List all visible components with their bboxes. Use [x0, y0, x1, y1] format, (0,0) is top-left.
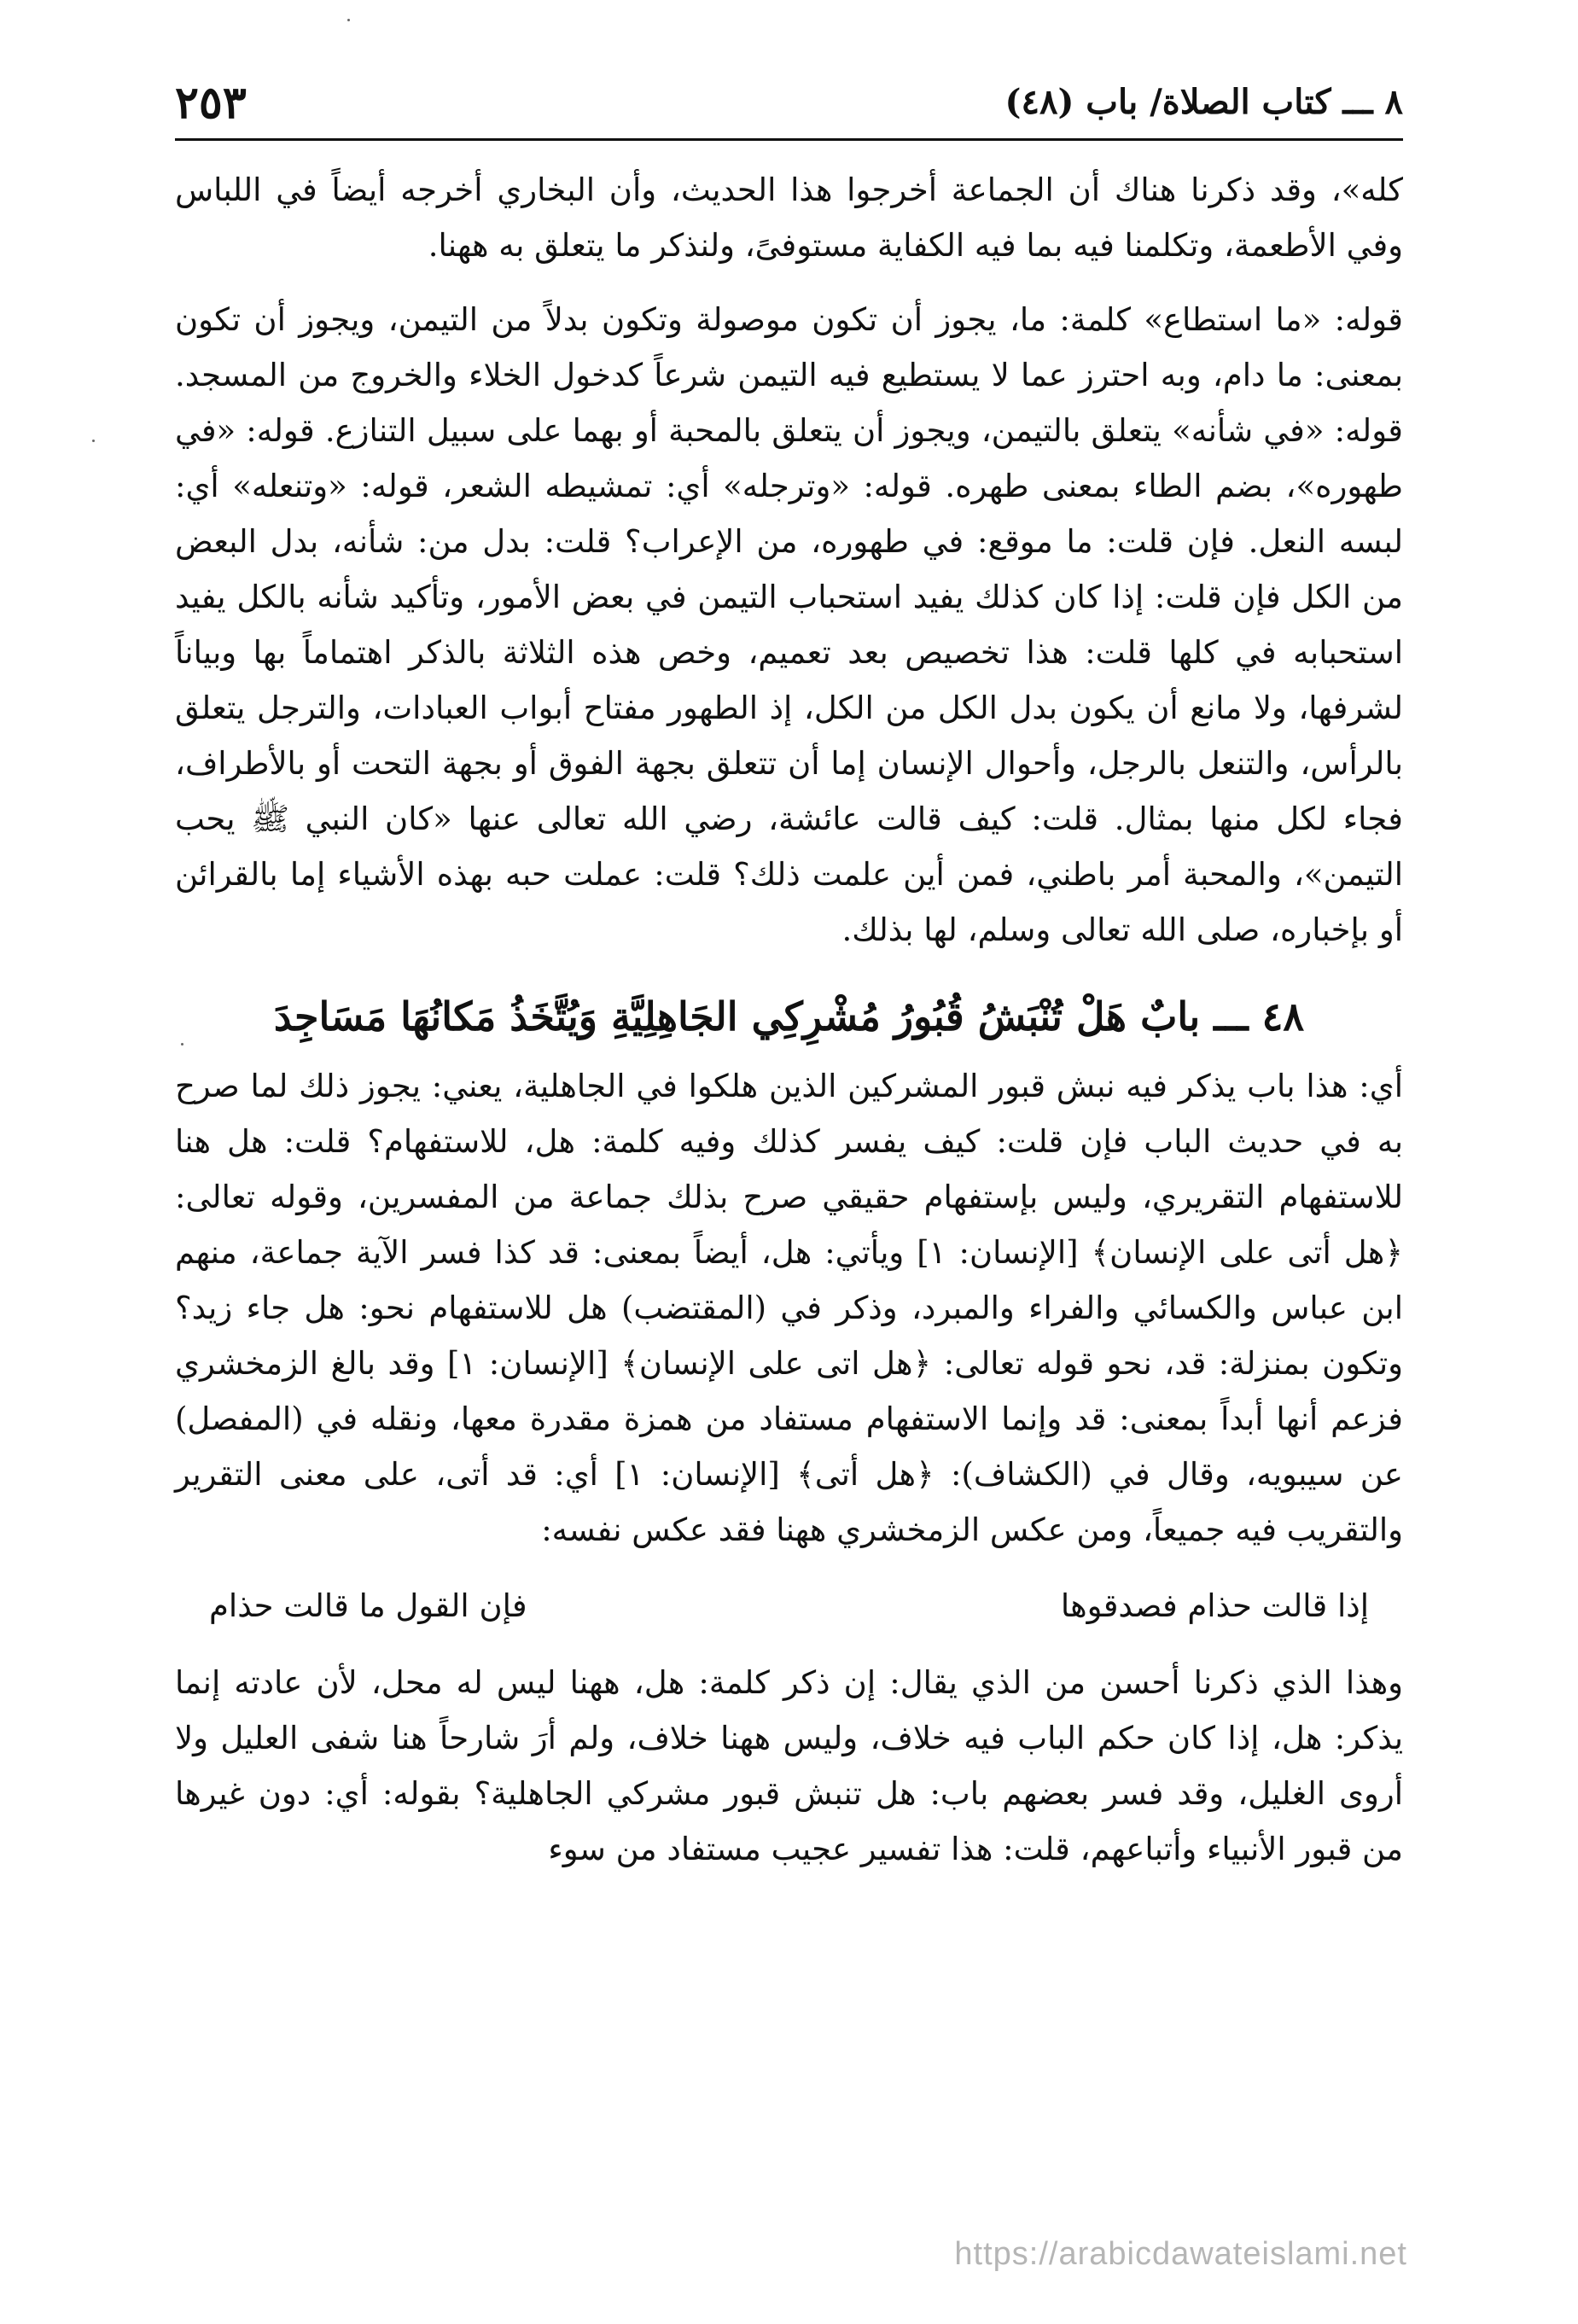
scan-speck — [181, 1043, 183, 1046]
section-paragraph-continuation: وهذا الذي ذكرنا أحسن من الذي يقال: إن ذكر كلمة: هل، ههنا ليس له محل، لأن عادته إنما يذكر: هل، إذا كان حكم الباب فيه خلاف، وليس ههنا خلاف، ولم أرَ شارحاً هنا شفى العليل ولا أروى الغليل، وقد فسر بعضهم باب: هل تنبش قبور مشركي الجاهلية؟ بقوله: أي: دون غيرها من قبور الأنبياء وأتباعهم، قلت: هذا تفسير عجيب مستفاد من سوء — [175, 1664, 1403, 1867]
paragraph-intro: كله»، وقد ذكرنا هناك أن الجماعة أخرجوا هذا الحديث، وأن البخاري أخرجه أيضاً في اللباس وفي الأطعمة، وتكلمنا فيه بما فيه الكفاية مستوفىً، ولنذكر ما يتعلق به ههنا. — [175, 172, 1403, 264]
page-number: ٢٥٣ — [175, 77, 247, 129]
paragraph-commentary: قوله: «ما استطاع» كلمة: ما، يجوز أن تكون موصولة وتكون بدلاً من التيمن، ويجوز أن تكون بمعنى: ما دام، وبه احترز عما لا يستطيع فيه التيمن شرعاً كدخول الخلاء والخروج من المسجد. قوله: «في شأنه» يتعلق بالتيمن، ويجوز أن يتعلق بالمحبة أو بهما على سبيل التنازع. قوله: «في طهوره»، بضم الطاء بمعنى طهره. قوله: «وترجله» أي: تمشيطه الشعر، قوله: «وتنعله» أي: لبسه النعل. فإن قلت: ما موقع: في طهوره، من الإعراب؟ قلت: بدل من: شأنه، بدل البعض من الكل فإن قلت: إذا كان كذلك يفيد استحباب التيمن في بعض الأمور، وتأكيد شأنه بالكل يفيد استحبابه في كلها قلت: هذا تخصيص بعد تعميم، وخص هذه الثلاثة بالذكر اهتماماً بها وبياناً لشرفها، ولا مانع أن يكون بدل الكل من الكل، إذ الطهور مفتاح أبواب العبادات، والترجل يتعلق بالرأس، والتنعل بالرجل، وأحوال الإنسان إما أن تتعلق بجهة الفوق أو بجهة التحت أو بالأطراف، فجاء لكل منها بمثال. قلت: كيف قالت عائشة، رضي الله تعالى عنها «كان النبي ﷺ يحب التيمن»، والمحبة أمر باطني، فمن أين علمت ذلك؟ قلت: عملت حبه بهذه الأشياء إما بالقرائن أو بإخباره، صلى الله تعالى وسلم، لها بذلك. — [175, 301, 1403, 948]
running-header — [175, 79, 1403, 141]
verse-second-half: فإن القول ما قالت حذام — [209, 1587, 527, 1624]
section-paragraph-explanation: أي: هذا باب يذكر فيه نبش قبور المشركين الذين هلكوا في الجاهلية، يعني: يجوز ذلك لما صرح به في حديث الباب فإن قلت: كيف يفسر كذلك وفيه كلمة: هل، للاستفهام؟ قلت: هل هنا للاستفهام التقريري، وليس بإستفهام حقيقي صرح بذلك جماعة من المفسرين، وقوله تعالى: ﴿هل أتى على الإنسان﴾ [الإنسان: ١] ويأتي: هل، أيضاً بمعنى: قد كذا فسر الآية جماعة، منهم ابن عباس والكسائي والفراء والمبرد، وذكر في (المقتضب) هل للاستفهام نحو: هل جاء زيد؟ وتكون بمنزلة: قد، نحو قوله تعالى: ﴿هل اتى على الإنسان﴾ [الإنسان: ١] وقد بالغ الزمخشري فزعم أنها أبداً بمعنى: قد وإنما الاستفهام مستفاد من همزة مقدرة معها، ونقله في (المفصل) عن سيبويه، وقال في (الكشاف): ﴿هل أتى﴾ [الإنسان: ١] أي: قد أتى، على معنى التقرير والتقريب فيه جميعاً، ومن عكس الزمخشري ههنا فقد عكس نفسه: — [175, 1068, 1404, 1548]
main-text — [175, 162, 1403, 1877]
section-heading: ٤٨ ـــ بابٌ هَلْ تُنْبَشُ قُبُورُ مُشْرِكِي الجَاهِلِيَّةِ وَيُتَّخَذُ مَكانُهَا مَسَاجِدَ — [273, 993, 1305, 1040]
verse-first-half: إذا قالت حذام فصدقوها — [1060, 1587, 1369, 1624]
scan-speck — [92, 440, 95, 442]
scan-speck — [347, 19, 350, 21]
watermark-url[interactable]: https://arabicdawateislami.net — [954, 2236, 1407, 2272]
poetry-verse — [209, 1580, 1369, 1633]
chapter-title: ٨ ـــ كتاب الصلاة/ باب (٤٨) — [1004, 82, 1403, 122]
